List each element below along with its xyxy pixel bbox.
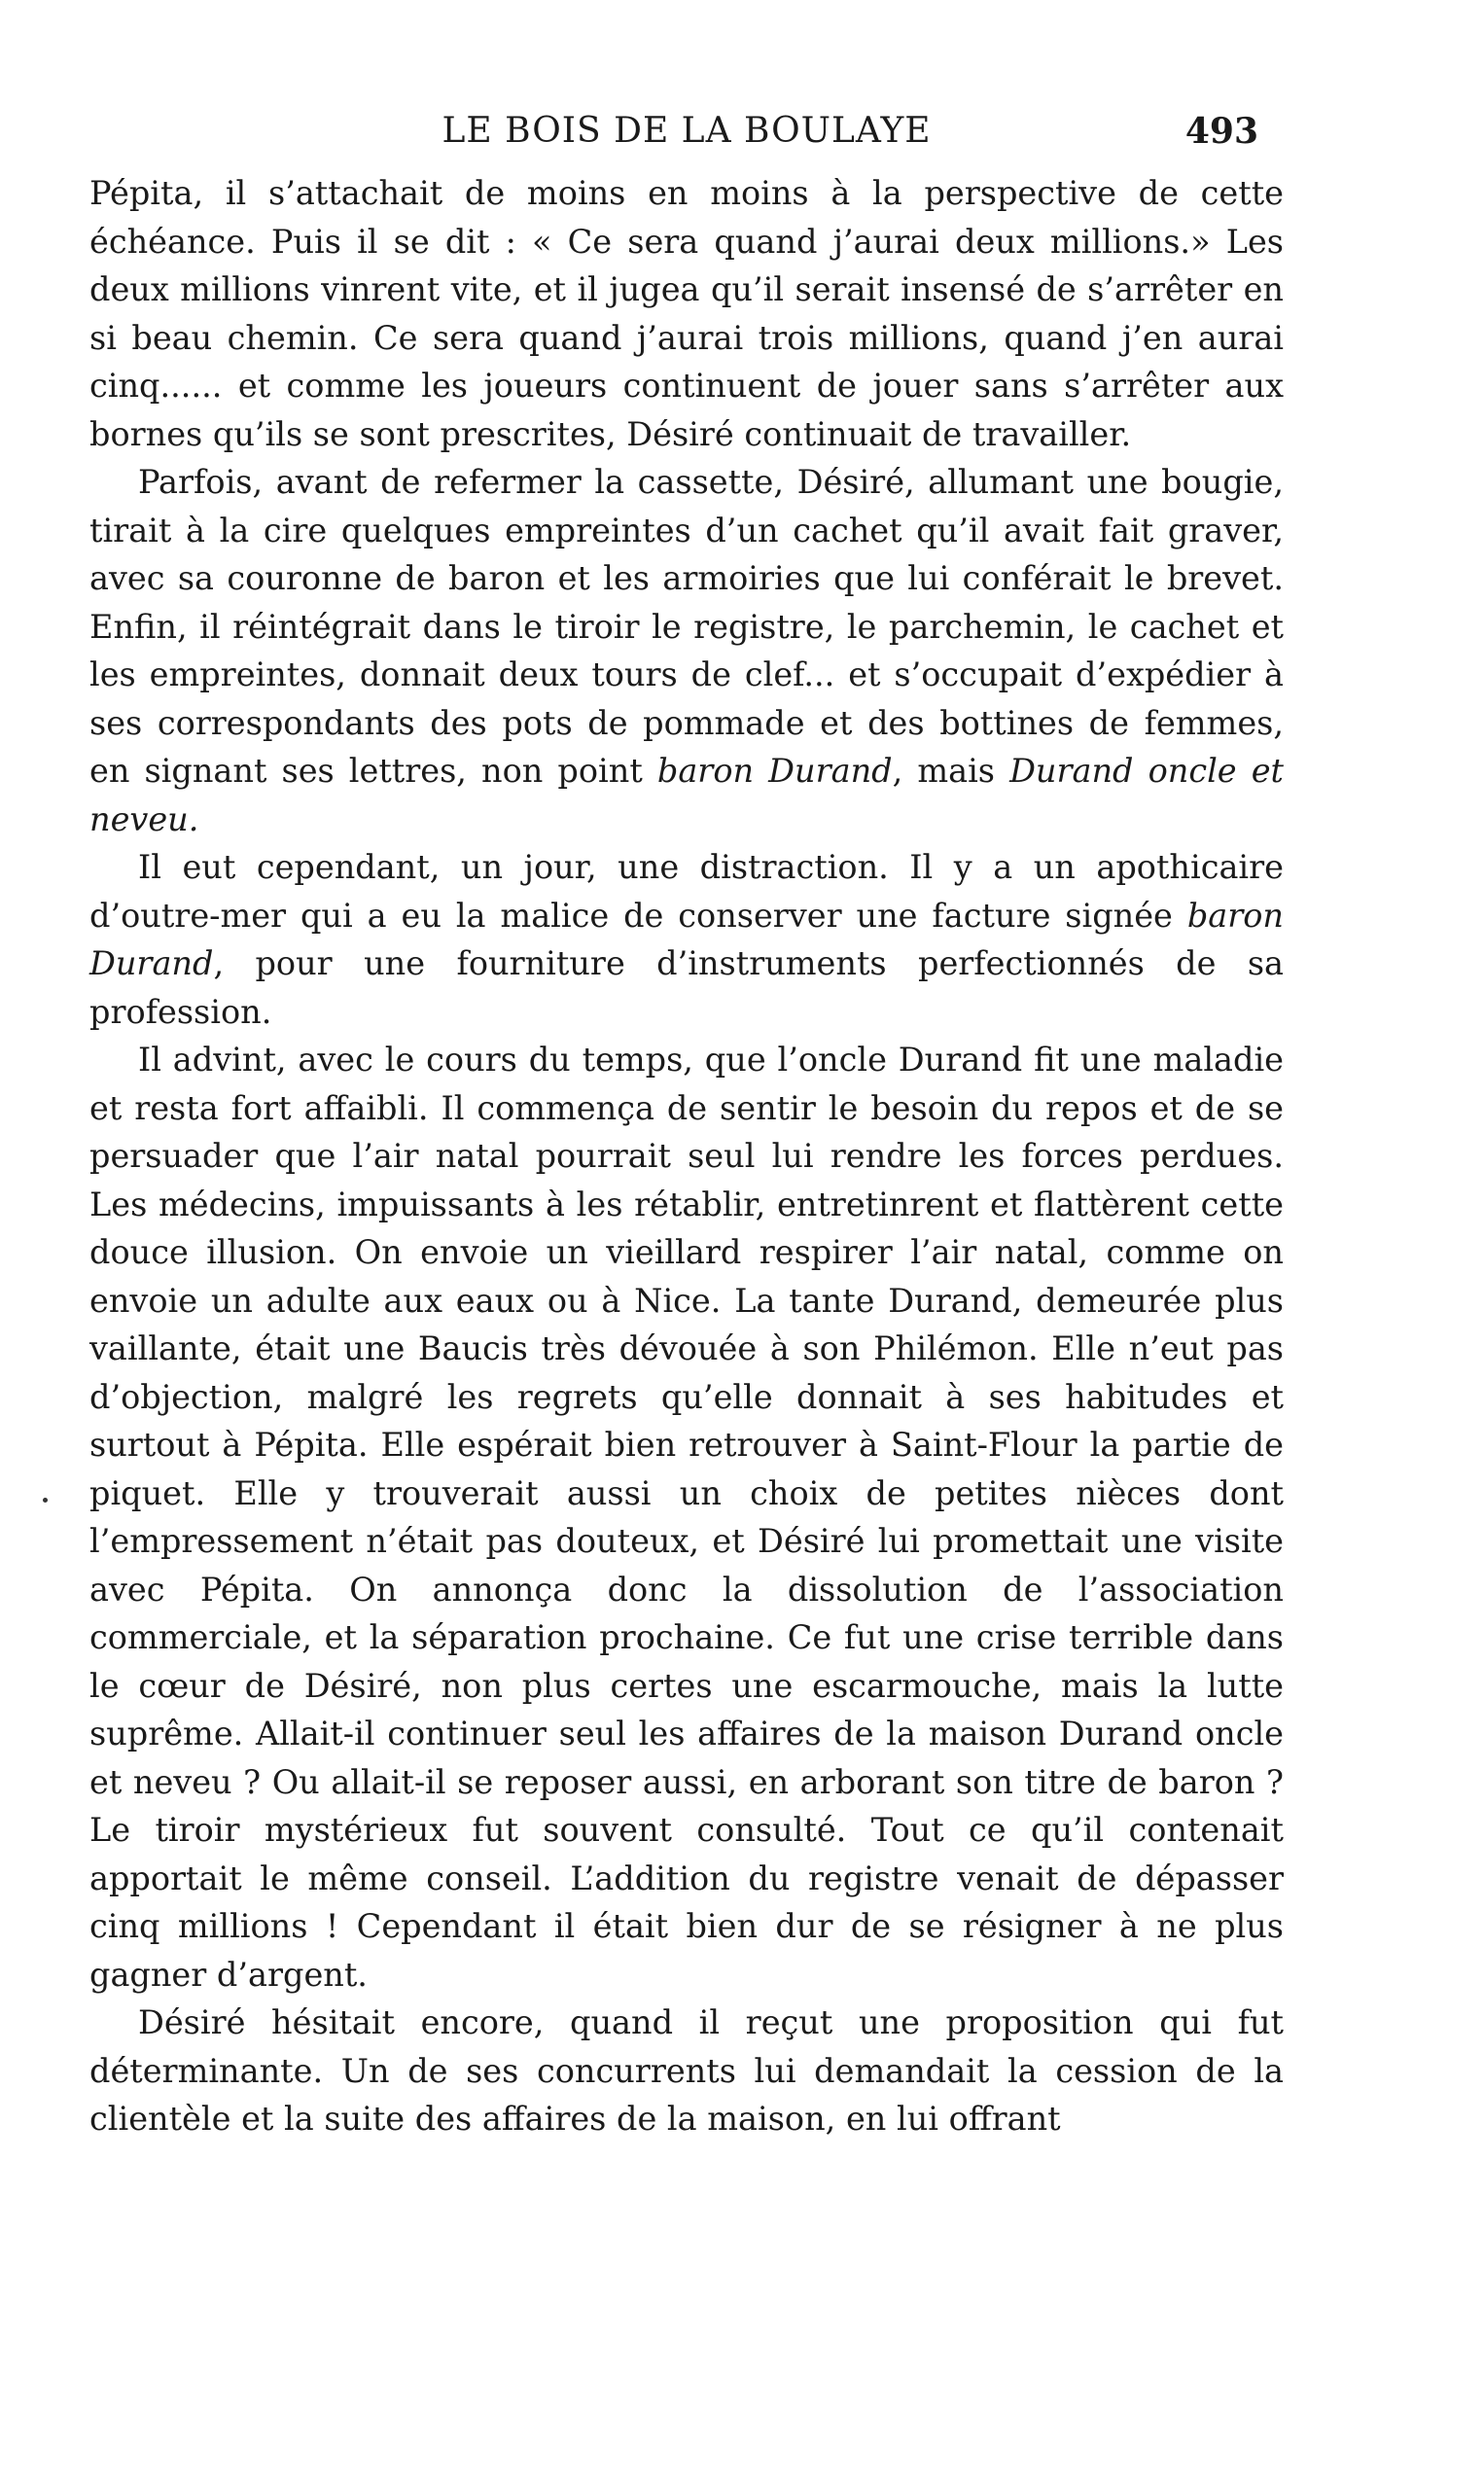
- text-run: Pépita, il s’attachait de moins en moins à la perspective de cette échéance. Puis il se dit : « Ce sera quand j’aurai deux millions.» Les deux millions vinrent vite, et il jugea qu’il serait insensé de s’arrêter en si beau chemin. Ce sera quand j’aurai trois millions, quand j’en aurai cinq...... et comme les joueurs continuent de jouer sans s’arrêter aux bornes qu’ils se sont prescrites, Désiré continuait de travailler.: [89, 174, 1284, 453]
- book-page: [89, 105, 1284, 2143]
- paragraph: [89, 843, 1284, 1036]
- running-head: [89, 105, 1284, 154]
- italic-text: Durand oncle et neveu.: [89, 752, 1285, 838]
- stray-ink-dot: [43, 1498, 48, 1503]
- text-run: , pour une fourniture d’instruments perfectionnés de sa profession.: [89, 944, 1284, 1031]
- text-run: Parfois, avant de refermer la cassette, Désiré, allumant une bougie, tirait à la cire quelques empreintes d’un cachet qu’il avait fait graver, avec sa couronne de baron et les armoiries que lui conférait le brevet. Enfin, il réintégrait dans le tiroir le registre, le parchemin, le cachet et les empreintes, donnait deux tours de clef... et s’occupait d’expédier à ses correspondants des pots de pommade et des bottines de femmes, en signant ses lettres, non point: [89, 463, 1284, 790]
- text-run: Désiré hésitait encore, quand il reçut une proposition qui fut déterminante. Un de ses concurrents lui demandait la cession de la clientèle et la suite des affaires de la maison, en lui offrant: [89, 2003, 1284, 2138]
- italic-text: baron Durand: [89, 896, 1284, 982]
- running-title: LE BOIS DE LA BOULAYE: [442, 111, 932, 151]
- paragraph: [89, 169, 1284, 458]
- text-run: , mais: [892, 752, 1010, 790]
- text-run: Il advint, avec le cours du temps, que l’oncle Durand fit une maladie et resta fort affaibli. Il commença de sentir le besoin du repos et de se persuader que l’air natal pourrait seul lui rendre les forces perdues. Les médecins, impuissants à les rétablir, entretinrent et flattèrent cette douce illusion. On envoie un vieillard respirer l’air natal, comme on envoie un adulte aux eaux ou à Nice. La tante Durand, demeurée plus vaillante, était une Baucis très dévouée à son Philémon. Elle n’eut pas d’objection, malgré les regrets qu’elle donnait à ses habitudes et surtout à Pépita. Elle espérait bien retrouver à Saint-Flour la partie de piquet. Elle y trouverait aussi un choix de petites nièces dont l’empressement n’était pas douteux, et Désiré lui promettait une visite avec Pépita. On annonça donc la dissolution de l’association commerciale, et la séparation prochaine. Ce fut une crise terrible dans le cœur de Désiré, non plus certes une escarmouche, mais la lutte suprême. Allait-il continuer seul les affaires de la maison Durand oncle et neveu ? Ou allait-il se reposer aussi, en arborant son titre de baron ? Le tiroir mystérieux fut souvent consulté. Tout ce qu’il contenait apportait le même conseil. L’addition du registre venait de dépasser cinq millions ! Cependant il était bien dur de se résigner à ne plus gagner d’argent.: [89, 1041, 1284, 1994]
- italic-text: baron Durand: [656, 752, 893, 790]
- paragraph: [89, 458, 1284, 843]
- paragraph: [89, 1036, 1284, 1999]
- body-text: [89, 169, 1284, 2143]
- paragraph: [89, 1999, 1284, 2143]
- text-run: Il eut cependant, un jour, une distraction. Il y a un apothicaire d’outre-mer qui a eu la malice de conserver une facture signée: [89, 848, 1284, 935]
- page-number: 493: [1184, 111, 1258, 152]
